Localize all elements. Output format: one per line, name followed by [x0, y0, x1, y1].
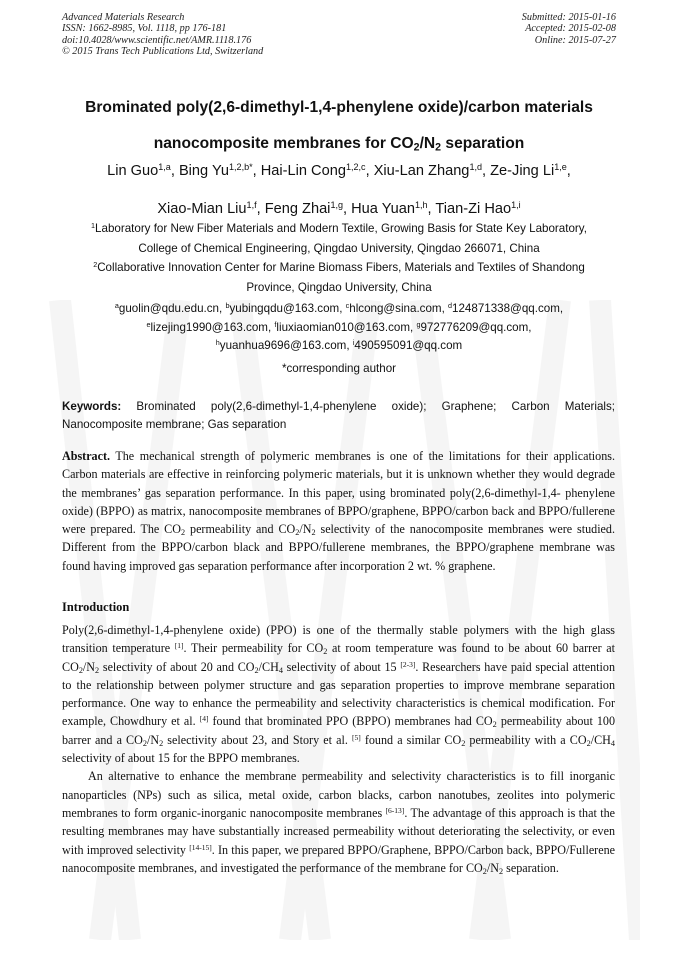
affiliation-2-line-2: Province, Qingdao University, China: [246, 280, 432, 294]
affiliation-2-line-1: $^2$Collaborative Innovation Center for Marine Biomass Fibers, Materials and Textiles of Shandong: [93, 260, 585, 274]
title-line-1: Brominated poly(2,6-dimethyl-1,4-phenylene oxide)/carbon materials: [85, 99, 593, 116]
affiliation-1-line-2: College of Chemical Engineering, Qingdao University, Qingdao 266071, China: [138, 241, 540, 255]
keywords-section: [62, 398, 615, 435]
email[interactable]: $^a$guolin@qdu.edu.cn: [114, 301, 219, 315]
email[interactable]: $^g$972776209@qq.com: [416, 319, 529, 334]
copyright-line: © 2015 Trans Tech Publications Ltd, Switzerland: [62, 46, 264, 58]
citation[interactable]: [4]: [199, 714, 209, 724]
author: Xiu-Lan Zhang$^{1,d}$,: [373, 162, 491, 179]
introduction-paragraph-1: Poly(2,6-dimethyl-1,4-phenylene oxide) (PPO) is one of the thermally stable polymers with the high glass transition temperature [1]. Their permeability for $CO_2$ at room temperature was found to be about 60 barrer at $CO_2/N_2$ selectivity of about 20 and $CO_2/CH_4$ selectivity of about 15 [2-3]. Researchers have paid special attention to the relationship between polymer structure and gas separation properties to improve membrane separation performance. One way to enhance the permeability and selectivity characteristics is chemical modification. For example, Chowdhury et al. [4] found that brominated PPO (BPPO) membranes had $CO_2$ permeability about 100 barrer and a $CO_2/N_2$ selectivity about 23, and Story et al. [5] found a similar $CO_2$ permeability with a $CO_2/CH_4$ selectivity of about 15 for the BPPO membranes.: [62, 623, 616, 766]
author: Hai-Lin Cong$^{1,2,c}$,: [260, 162, 374, 179]
author-list: [20, 152, 658, 228]
issn-line: ISSN: 1662-8985, Vol. 1118, pp 176-181: [62, 23, 227, 35]
doi-line: doi:10.4028/www.scientific.net/AMR.1118.176: [62, 34, 252, 46]
citation[interactable]: [2-3]: [400, 659, 416, 669]
affiliation-1-line-1: $^1$Laboratory for New Fiber Materials and Modern Textile, Growing Basis for State Key Laboratory,: [91, 221, 587, 235]
citation[interactable]: [6-13]: [385, 805, 405, 815]
journal-name: Advanced Materials Research: [62, 12, 185, 23]
email[interactable]: $^i$490595091@qq.com: [352, 338, 463, 352]
email[interactable]: $^e$lizejing1990@163.com: [146, 319, 268, 334]
submitted-date: Submitted: 2015-01-16: [521, 12, 616, 23]
abstract-paragraph: Abstract. The mechanical strength of polymeric membranes is one of the limitations for their applications. Carbon materials are effective in reinforcing polymeric materials, but it is unknown whether they would degrade the membranes’ gas separation performance. In this paper, using brominated poly(2,6-dimethyl-1,4- phenylene oxide) (BPPO) as matrix, nanocomposite membranes of BPPO/graphene, BPPO/carbon back and BPPO/fullerene were prepared. The $CO_2$ permeability and $CO_2/N_2$ selectivity of the nanocomposite membranes were studied. Different from the BPPO/carbon black and BPPO/fullerene membranes, the BPPO/graphene membrane was found having improved gas separation performance after incorporation 2 wt. % graphene.: [62, 449, 615, 573]
email[interactable]: $^d$124871338@qq.com: [448, 301, 560, 315]
dates-header: [396, 12, 616, 46]
corresponding-author-note: *corresponding author: [281, 362, 397, 375]
email[interactable]: $^h$yuanhua9696@163.com: [215, 338, 347, 352]
email[interactable]: $^b$yubingqdu@163.com: [225, 301, 340, 315]
author: Ze-Jing Li$^{1,e}$,: [490, 162, 571, 179]
author: Xiao-Mian Liu$^{1,f}$,: [157, 200, 265, 217]
journal-header: [62, 12, 362, 58]
keywords-label: Keywords:: [62, 400, 122, 413]
citation[interactable]: [1]: [174, 641, 184, 651]
email-row-2: $^e$lizejing1990@163.com, $^f$liuxiaomian010@163.com, $^g$972776209@qq.com,: [146, 319, 532, 334]
email[interactable]: $^f$liuxiaomian010@163.com: [274, 319, 410, 334]
citation[interactable]: [14-15]: [189, 842, 212, 852]
author-emails: [30, 300, 648, 356]
email[interactable]: $^c$hlcong@sina.com: [345, 301, 442, 315]
author: Lin Guo$^{1,a}$,: [107, 162, 179, 179]
author: Tian-Zi Hao$^{1,i}$: [435, 200, 521, 217]
author-row-1: [20, 152, 658, 190]
keywords-text: Brominated poly(2,6-dimethyl-1,4-phenylene oxide); Graphene; Carbon Materials; Nanocomposite membrane; Gas separation: [62, 400, 615, 432]
affiliations: [30, 219, 648, 297]
title-line-2: nanocomposite membranes for $CO_2/N_2$ separation: [153, 135, 525, 154]
introduction-paragraph-2: An alternative to enhance the membrane permeability and selectivity characteristics is to fill inorganic nanoparticles (NPs) such as silica, metal oxide, carbon blacks, carbon nanotubes, zeolites into polymeric membranes to form organic-inorganic nanocomposite membranes [6-13]. The advantage of this approach is that the resulting membranes may have substantially increased permeability without deteriorating the selectivity, or even with improved selectivity [14-15]. In this paper, we prepared BPPO/Graphene, BPPO/Carbon back, BPPO/Fullerene nanocomposite membranes, and investigated the performance of the membrane for $CO_2/N_2$ separation.: [62, 769, 615, 876]
citation[interactable]: [5]: [351, 732, 361, 742]
introduction-body: [62, 621, 615, 877]
introduction-heading: Introduction: [62, 600, 130, 614]
accepted-date: Accepted: 2015-02-08: [525, 23, 616, 35]
online-date: Online: 2015-07-27: [534, 34, 616, 46]
author: Bing $Yu^{1,2,b*}$,: [178, 162, 261, 179]
author: Hua Yuan$^{1,h}$,: [351, 200, 436, 217]
email-row-1: $^a$guolin@qdu.edu.cn, $^b$yubingqdu@163.com, $^c$hlcong@sina.com, $^d$124871338@qq.com,: [114, 301, 564, 315]
email-row-3: $^h$yuanhua9696@163.com, $^i$490595091@qq.com: [215, 338, 463, 352]
abstract-label: Abstract.: [62, 449, 111, 463]
author: Feng Zhai$^{1,g}$,: [264, 200, 352, 217]
